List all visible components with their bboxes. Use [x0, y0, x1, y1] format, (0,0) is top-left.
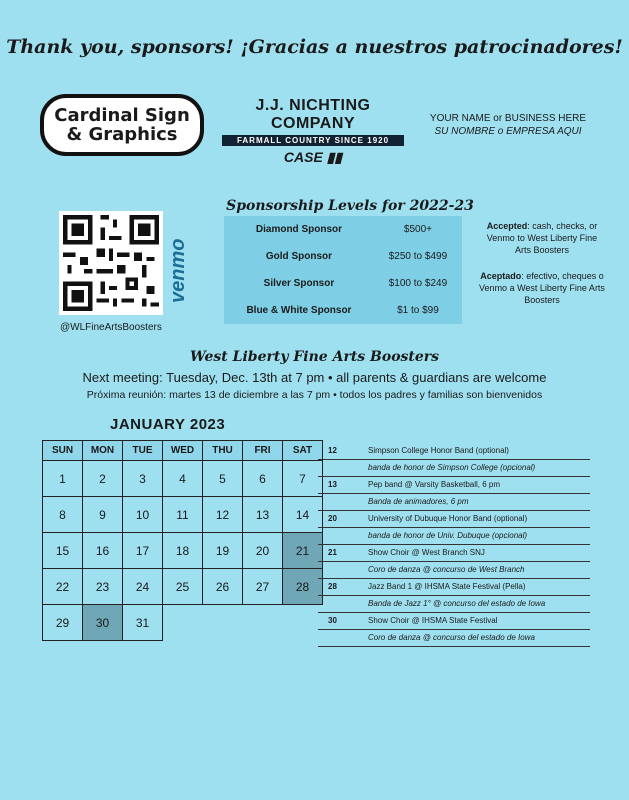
calendar-empty-cell	[163, 605, 203, 641]
headline: Thank you, sponsors! ¡Gracias a nuestros patrocinadores!	[6, 36, 623, 58]
calendar-day-cell: 16	[83, 533, 123, 569]
calendar-empty-cell	[243, 605, 283, 641]
calendar-day-cell: 12	[203, 497, 243, 533]
calendar-day-cell: 29	[43, 605, 83, 641]
weekday-header: MON	[83, 441, 123, 461]
event-text-en: Show Choir @ West Branch SNJ	[368, 548, 485, 557]
calendar-week-row	[43, 461, 323, 497]
level-name: Silver Sponsor	[263, 278, 335, 289]
levels-title: Sponsorship Levels for 2022-23	[226, 198, 474, 214]
nichting-logo	[222, 97, 404, 166]
weekday-header: SUN	[43, 441, 83, 461]
level-amount: $1 to $99	[397, 305, 439, 316]
event-date: 30	[328, 616, 337, 625]
event-row	[318, 579, 590, 596]
event-text-en: Pep band @ Varsity Basketball, 6 pm	[368, 480, 501, 489]
accepted-en-label: Accepted	[486, 221, 528, 231]
venmo-label: venmo	[167, 238, 189, 303]
event-date-spacer	[318, 494, 350, 510]
event-row	[318, 613, 590, 630]
event-text-en: Show Choir @ IHSMA State Festival	[368, 616, 498, 625]
calendar-week-row	[43, 533, 323, 569]
calendar-day-cell: 9	[83, 497, 123, 533]
event-text-es: Banda de animadores, 6 pm	[368, 497, 469, 506]
accepted-payments	[478, 220, 606, 306]
calendar-empty-cell	[203, 605, 243, 641]
level-row	[224, 297, 462, 324]
weekday-header: TUE	[123, 441, 163, 461]
accepted-es-text: : efectivo, cheques o Venmo a West Liberty Fine Arts Boosters	[479, 271, 605, 305]
level-row	[224, 243, 462, 270]
event-text-es: Banda de Jazz 1° @ concurso del estado de Iowa	[368, 599, 546, 608]
calendar-week-row	[43, 497, 323, 533]
calendar-day-cell: 26	[203, 569, 243, 605]
calendar-day-cell: 28	[283, 569, 323, 605]
calendar-day-cell: 27	[243, 569, 283, 605]
weekday-header: FRI	[243, 441, 283, 461]
calendar-empty-cell	[283, 605, 323, 641]
weekday-header: THU	[203, 441, 243, 461]
calendar-day-cell: 3	[123, 461, 163, 497]
event-row-es	[318, 494, 590, 511]
case-brand	[222, 149, 404, 166]
event-date-spacer	[318, 630, 350, 646]
event-date-spacer	[318, 460, 350, 476]
venmo-qr-code-icon	[59, 211, 163, 315]
accepted-es-label: Aceptado	[480, 271, 522, 281]
event-row-es	[318, 630, 590, 647]
calendar-day-cell: 5	[203, 461, 243, 497]
event-text-es: banda de honor de Univ. Dubuque (opcional)	[368, 531, 528, 540]
event-date: 28	[328, 582, 337, 591]
level-amount: $250 to $499	[388, 251, 448, 262]
meeting-info-es: Próxima reunión: martes 13 de diciembre a las 7 pm • todos los padres y familias son bienvenidos	[86, 389, 543, 401]
event-date: 20	[328, 514, 337, 523]
event-row	[318, 443, 590, 460]
venmo-handle: @WLFineArtsBoosters	[60, 322, 162, 333]
calendar-month-title: JANUARY 2023	[110, 416, 226, 433]
calendar-day-cell: 15	[43, 533, 83, 569]
sponsor-placeholder-es: SU NOMBRE o EMPRESA AQUI	[434, 126, 582, 137]
level-amount: $500+	[403, 224, 432, 235]
level-row	[224, 216, 462, 243]
calendar-day-cell: 10	[123, 497, 163, 533]
calendar-day-cell: 13	[243, 497, 283, 533]
venmo-wordmark	[166, 213, 190, 313]
event-text-en: Jazz Band 1 @ IHSMA State Festival (Pella)	[368, 582, 526, 591]
accepted-en-text: : cash, checks, or Venmo to West Liberty Fine Arts Boosters	[486, 221, 598, 255]
case-ih-icon: ▮▮	[326, 149, 343, 165]
level-amount: $100 to $249	[388, 278, 448, 289]
calendar-day-cell: 25	[163, 569, 203, 605]
accepted-en	[478, 220, 606, 256]
calendar-day-cell: 30	[83, 605, 123, 641]
event-row-es	[318, 562, 590, 579]
calendar-day-cell: 24	[123, 569, 163, 605]
sponsorship-levels-table	[224, 216, 462, 324]
event-row	[318, 511, 590, 528]
event-row	[318, 545, 590, 562]
calendar-day-cell: 22	[43, 569, 83, 605]
event-row	[318, 477, 590, 494]
calendar-day-cell: 7	[283, 461, 323, 497]
calendar-day-cell: 21	[283, 533, 323, 569]
event-text-en: Simpson College Honor Band (optional)	[368, 446, 509, 455]
calendar-day-cell: 23	[83, 569, 123, 605]
calendar-day-cell: 31	[123, 605, 163, 641]
event-text-es: Coro de danza @ concurso del estado de Iowa	[368, 633, 535, 642]
cardinal-logo-line2: & Graphics	[66, 124, 178, 145]
level-name: Gold Sponsor	[265, 251, 332, 262]
calendar-day-cell: 1	[43, 461, 83, 497]
nichting-tagline: FARMALL COUNTRY SINCE 1920	[222, 135, 404, 146]
nichting-name: J.J. NICHTING COMPANY	[255, 97, 371, 132]
calendar-week-row	[43, 569, 323, 605]
event-date-spacer	[318, 562, 350, 578]
sponsor-placeholder	[418, 112, 598, 138]
event-date-spacer	[318, 528, 350, 544]
calendar-day-cell: 17	[123, 533, 163, 569]
calendar-day-cell: 2	[83, 461, 123, 497]
cardinal-sign-logo	[40, 94, 204, 156]
calendar-day-cell: 6	[243, 461, 283, 497]
accepted-es	[478, 270, 606, 306]
event-date: 21	[328, 548, 337, 557]
calendar-body	[43, 461, 323, 641]
calendar-day-cell: 4	[163, 461, 203, 497]
event-text-es: Coro de danza @ concurso de West Branch	[368, 565, 525, 574]
event-text-en: University of Dubuque Honor Band (optional)	[368, 514, 528, 523]
calendar-day-cell: 19	[203, 533, 243, 569]
level-name: Diamond Sponsor	[255, 224, 343, 235]
case-brand-text: CASE	[283, 149, 323, 165]
calendar-day-cell: 14	[283, 497, 323, 533]
event-list	[318, 443, 590, 647]
calendar-grid	[42, 440, 323, 641]
weekday-header: SAT	[283, 441, 323, 461]
calendar-day-cell: 11	[163, 497, 203, 533]
event-date: 12	[328, 446, 337, 455]
weekday-header: WED	[163, 441, 203, 461]
event-date-spacer	[318, 596, 350, 612]
calendar-week-row	[43, 605, 323, 641]
event-row-es	[318, 460, 590, 477]
sponsor-placeholder-en: YOUR NAME or BUSINESS HERE	[429, 113, 587, 124]
meeting-info-en: Next meeting: Tuesday, Dec. 13th at 7 pm • all parents & guardians are welcome	[82, 370, 547, 385]
event-row-es	[318, 528, 590, 545]
event-date: 13	[328, 480, 337, 489]
calendar-day-cell: 20	[243, 533, 283, 569]
org-title: West Liberty Fine Arts Boosters	[189, 349, 440, 365]
calendar-day-cell: 8	[43, 497, 83, 533]
calendar-header-row	[43, 441, 323, 461]
event-text-es: banda de honor de Simpson College (opcional)	[368, 463, 536, 472]
event-row-es	[318, 596, 590, 613]
calendar-day-cell: 18	[163, 533, 203, 569]
cardinal-logo-line1: Cardinal Sign	[54, 105, 190, 126]
level-row	[224, 270, 462, 297]
level-name: Blue & White Sponsor	[246, 305, 352, 316]
